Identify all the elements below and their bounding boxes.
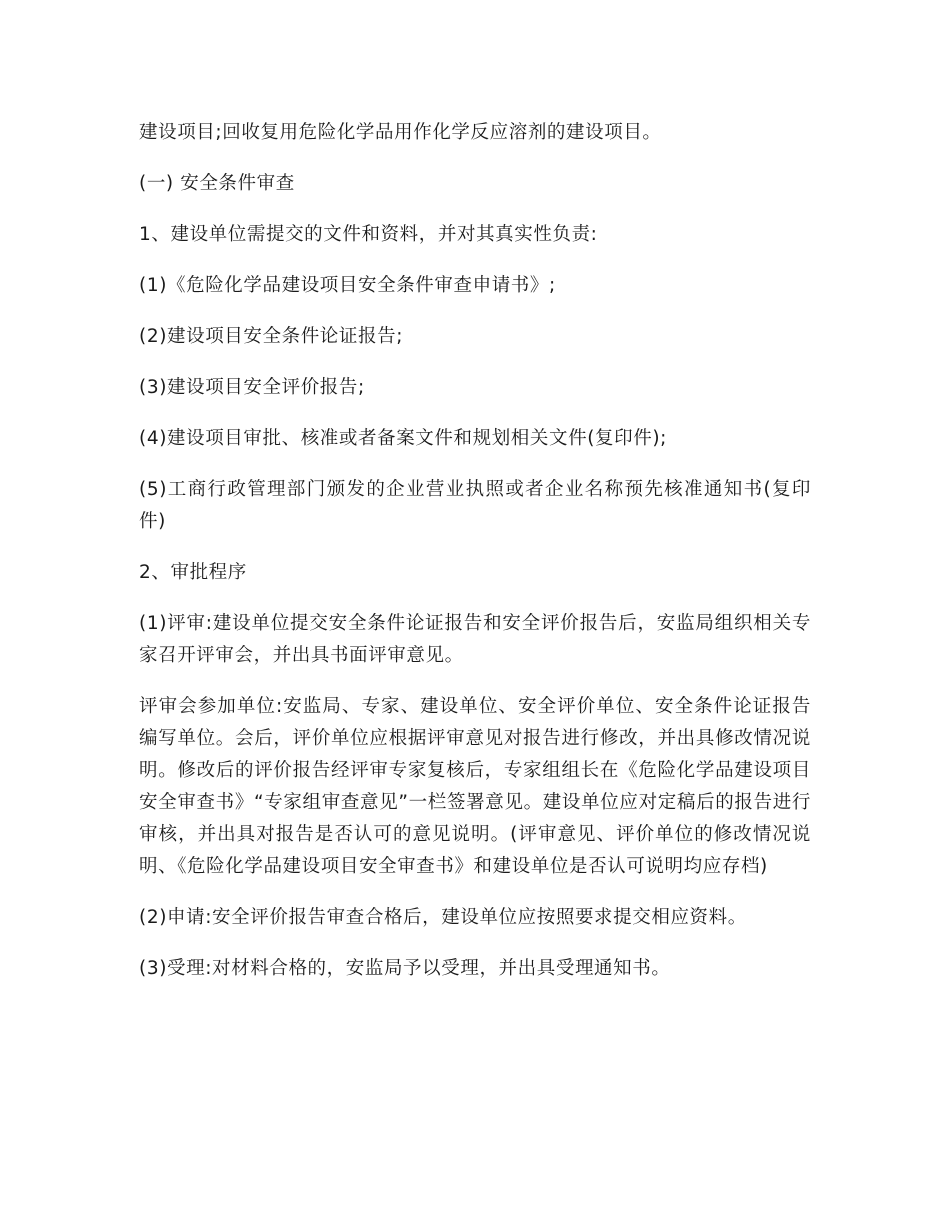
procedure-step-acceptance: (3)受理:对材料合格的，安监局予以受理，并出具受理通知书。 [139,958,671,979]
list-item-4: (4)建设项目审批、核准或者备案文件和规划相关文件(复印件); [139,428,667,449]
item-heading-documents: 1、建设单位需提交的文件和资料，并对其真实性负责: [139,224,598,245]
list-item-3: (3)建设项目安全评价报告; [139,377,365,398]
procedure-step-review: (1)评审:建设单位提交安全条件论证报告和安全评价报告后，安监局组织相关专家召开评审会，并出具书面评审意见。 [139,613,811,666]
paragraph-intro: 建设项目;回收复用危险化学品用作化学反应溶剂的建设项目。 [139,122,662,143]
paragraph-review-meeting: 评审会参加单位:安监局、专家、建设单位、安全评价单位、安全条件论证报告编写单位。会后，评价单位应根据评审意见对报告进行修改，并出具修改情况说明。修改后的评价报告经评审专家复核后，专家组组长在《危险化学品建设项目安全审查书》“专家组审查意见”一栏签署意见。建设单位应对定稿后的报告进行审核，并出具对报告是否认可的意见说明。(评审意见、评价单位的修改情况说明、《危险化学品建设项目安全审查书》和建设单位是否认可说明均应存档) [139,696,811,877]
document-body [139,117,811,1004]
list-item-2: (2)建设项目安全条件论证报告; [139,326,404,347]
list-item-1: (1)《危险化学品建设项目安全条件审查申请书》; [139,275,556,296]
list-item-5: (5)工商行政管理部门颁发的企业营业执照或者企业名称预先核准通知书(复印件) [139,479,811,532]
section-heading-safety-review: (一) 安全条件审查 [139,173,295,194]
procedure-step-application: (2)申请:安全评价报告审查合格后，建设单位应按照要求提交相应资料。 [139,907,747,928]
item-heading-procedure: 2、审批程序 [139,562,247,583]
